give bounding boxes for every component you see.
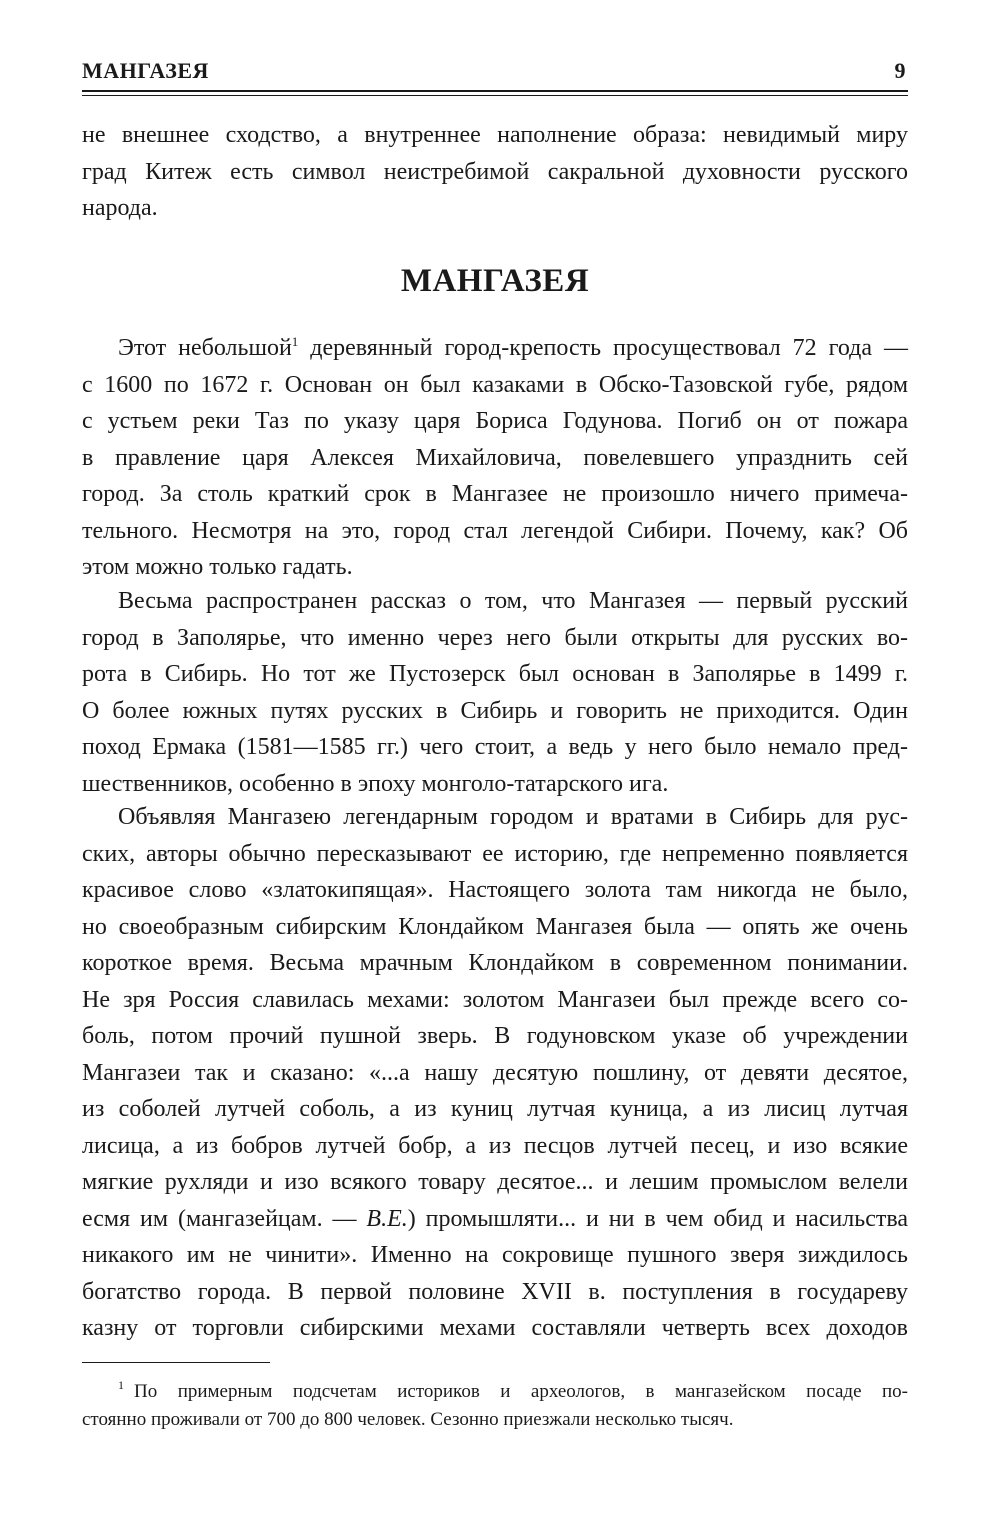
footnote-reference: 1: [291, 334, 299, 349]
text-line: короткое время. Весьма мрачным Клондайком в современном понимании.: [82, 950, 908, 976]
footnote-mark: 1: [118, 1378, 124, 1392]
text-line: лисица, а из бобров лутчей бобр, а из песцов лутчей песец, и изо всякие: [82, 1132, 908, 1159]
text-line: О более южных путях русских в Сибирь и говорить не приходится. Один: [82, 697, 908, 724]
footnote: [82, 1371, 908, 1434]
text-line: Объявляя Мангазею легендарным городом и вратами в Сибирь для рус-: [118, 804, 908, 830]
footnote-rule: [82, 1362, 270, 1363]
footnote-line: [82, 1371, 908, 1406]
text-line: с 1600 по 1672 г. Основан он был казаками в Обско-Тазовской губе, рядом: [82, 371, 908, 398]
text-line: Не зря Россия славилась мехами: золотом Мангазеи был прежде всего со-: [82, 986, 908, 1013]
text-line: казну от торговли сибирскими мехами составляли четверть всех доходов: [82, 1315, 908, 1341]
text-line: город в Заполярье, что именно через него были открыты для русских во-: [82, 624, 908, 651]
paragraph-2: [82, 583, 908, 802]
intro-paragraph: [82, 117, 908, 227]
paragraph-3: [82, 799, 908, 1347]
text-line: богатство города. В первой половине XVII в. поступления в государеву: [82, 1278, 908, 1305]
text-line: мягкие рухляди и изо всякого товару десятое... и лешим промыслом велели: [82, 1169, 908, 1195]
text-line: в правление царя Алексея Михайловича, повелевшего упразднить сей: [82, 444, 908, 471]
header-rule-thin: [82, 95, 908, 96]
text-line: Мангазеи так и сказано: «...а нашу десятую пошлину, от девяти десятое,: [82, 1059, 908, 1086]
text-line: град Китеж есть символ неистребимой сакральной духовности русского: [82, 158, 908, 185]
text-line: рота в Сибирь. Но тот же Пустозерск был основан в Заполярье в 1499 г.: [82, 661, 908, 687]
text-line: из соболей лутчей соболь, а из куниц лутчая куница, а из лисиц лутчая: [82, 1096, 908, 1122]
text-line: тельного. Несмотря на это, город стал легендой Сибири. Почему, как? Об: [82, 517, 908, 544]
text-line: Весьма распространен рассказ о том, что Мангазея — первый русский: [118, 588, 908, 614]
text-fragment: деревянный город-крепость просуществовал 72 года —: [298, 335, 908, 361]
paragraph-1: [82, 330, 908, 586]
text-line: поход Ермака (1581—1585 гг.) чего стоит, а ведь у него было немало пред-: [82, 734, 908, 760]
text-fragment: есмя им (мангазейцам. —: [82, 1205, 367, 1232]
text-line: город. За столь краткий срок в Мангазее не произошло ничего примеча-: [82, 481, 908, 507]
header-rule-thick: [82, 90, 908, 92]
text-fragment: ) промышляти... и ни в чем обид и насильства: [407, 1205, 909, 1232]
text-line: ских, авторы обычно пересказывают ее историю, где непременно появляется: [82, 840, 908, 867]
text-fragment: Этот небольшой: [118, 335, 292, 361]
text-line: с устьем реки Таз по указу царя Бориса Годунова. Погиб он от пожара: [82, 408, 908, 434]
text-line: [82, 1201, 908, 1238]
author-initials: В.Е.: [366, 1205, 408, 1232]
text-line: не внешнее сходство, а внутреннее наполнение образа: невидимый миру: [82, 122, 908, 148]
text-line: шественников, особенно в эпоху монголо-татарского ига.: [82, 770, 669, 797]
text-line: никакого им не чинити». Именно на сокровище пушного зверя зиждилось: [82, 1242, 908, 1268]
text-fragment: По примерным подсчетам историков и археологов, в мангазейском посаде по-: [134, 1381, 908, 1402]
page-number: 9: [894, 58, 906, 83]
section-title: МАНГАЗЕЯ: [400, 263, 590, 299]
running-head-title: МАНГАЗЕЯ: [82, 58, 209, 83]
text-line: боль, потом прочий пушной зверь. В годуновском указе об учреждении: [82, 1023, 908, 1049]
text-line: народа.: [82, 195, 158, 221]
text-line: но своеобразным сибирским Клондайком Мангазея была — опять же очень: [82, 913, 908, 940]
footnote-line: стоянно проживали от 700 до 800 человек. Сезонно приезжали несколько тысяч.: [82, 1409, 734, 1430]
text-line: красивое слово «златокипящая». Настоящего золота там никогда не было,: [82, 877, 908, 903]
text-line: этом можно только гадать.: [82, 554, 353, 580]
text-line: [82, 330, 908, 367]
